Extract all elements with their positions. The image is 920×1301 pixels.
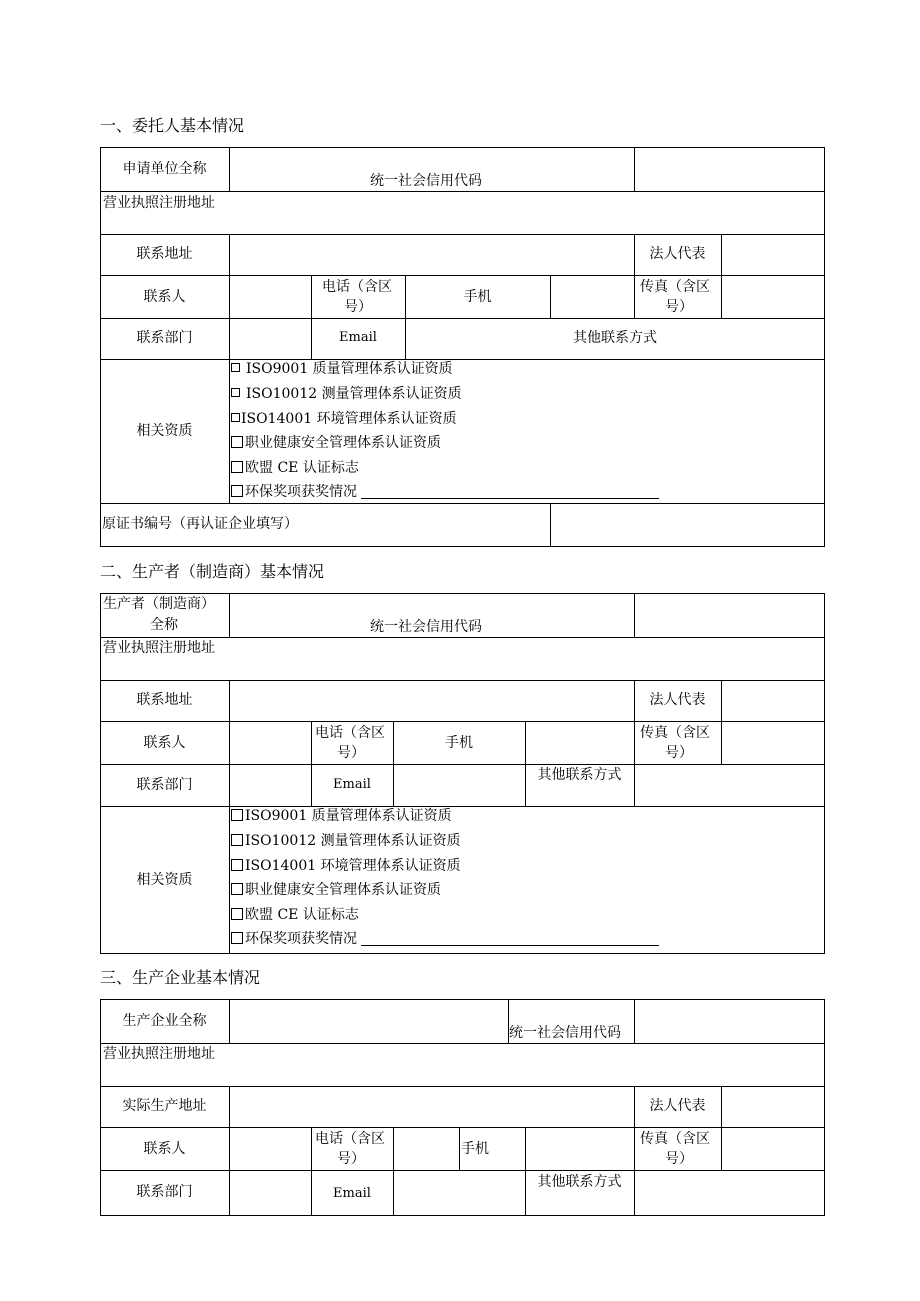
qualification-item[interactable]: 环保奖项获奖情况 [231,480,659,505]
applicant-name-label: 申请单位全称 [122,161,207,177]
department-label: 联系部门 [136,777,193,793]
department-label: 联系部门 [136,330,193,346]
award-underline[interactable] [361,931,659,946]
production-address-input[interactable] [230,1087,634,1127]
checkbox-icon[interactable] [231,363,240,372]
phone-label-line2: 号） [344,299,372,315]
phone-label-line1: 电话（含区 [322,279,392,295]
enterprise-name-label: 生产企业全称 [122,1013,207,1029]
email-input[interactable] [394,765,525,806]
qualification-item[interactable]: ISO14001 环境管理体系认证资质 [231,407,457,432]
credit-code-label: 统一社会信用代码 [509,1025,621,1041]
checkbox-icon[interactable] [231,932,243,944]
department-input[interactable] [230,319,311,359]
checkbox-icon[interactable] [231,859,243,871]
credit-code-input[interactable] [635,594,824,637]
qualification-item[interactable]: ISO14001 环境管理体系认证资质 [231,854,461,879]
mobile-input[interactable] [551,276,634,318]
mobile-input[interactable] [526,722,634,764]
other-contact-input[interactable] [635,1171,824,1215]
other-contact-label: 其他联系方式 [573,330,657,346]
section2-heading: 二、生产者（制造商）基本情况 [100,562,325,581]
department-input[interactable] [230,765,311,806]
contact-person-label: 联系人 [143,289,186,305]
fax-input[interactable] [722,276,824,318]
section1-heading: 一、委托人基本情况 [100,116,245,135]
phone-label-line1: 电话（含区 [315,725,385,741]
producer-name-label-line1: 生产者（制造商） [103,596,215,612]
mobile-input[interactable] [526,1128,634,1170]
fax-label-line2: 号） [665,745,693,761]
section3-heading: 三、生产企业基本情况 [100,968,261,987]
original-cert-input[interactable] [551,504,824,546]
department-label: 联系部门 [136,1184,193,1200]
fax-input[interactable] [722,722,824,764]
license-address-label: 营业执照注册地址 [103,1046,215,1062]
fax-label-line1: 传真（含区 [640,1131,710,1147]
legal-rep-input[interactable] [722,681,824,721]
contact-person-input[interactable] [230,1128,311,1170]
license-address-label: 营业执照注册地址 [103,195,215,211]
other-contact-label: 其他联系方式 [537,1174,622,1190]
section2-form-table [100,593,825,954]
license-address-input[interactable] [230,638,824,680]
legal-rep-label: 法人代表 [649,692,706,708]
original-cert-label: 原证书编号（再认证企业填写） [102,516,298,532]
section3-form-table [100,999,825,1216]
credit-code-input[interactable] [635,148,824,191]
legal-rep-input[interactable] [722,1087,824,1127]
legal-rep-input[interactable] [722,235,824,275]
qualification-item[interactable]: ISO10012 测量管理体系认证资质 [231,829,461,854]
contact-address-label: 联系地址 [136,692,193,708]
legal-rep-label: 法人代表 [649,246,706,262]
producer-name-label-line2: 全称 [150,617,178,633]
other-contact-label: 其他联系方式 [537,767,622,783]
contact-person-label: 联系人 [143,1141,186,1157]
qualification-item[interactable]: 欧盟 CE 认证标志 [231,456,359,481]
mobile-label: 手机 [461,1141,489,1157]
email-label: Email [339,330,377,345]
phone-label-line2: 号） [337,1151,365,1167]
credit-code-input[interactable] [635,1000,824,1043]
contact-address-input[interactable] [230,235,634,275]
fax-label-line1: 传真（含区 [640,725,710,741]
checkbox-icon[interactable] [231,834,243,846]
legal-rep-label: 法人代表 [649,1098,706,1114]
checkbox-icon[interactable] [231,485,243,497]
checkbox-icon[interactable] [231,883,243,895]
checkbox-icon[interactable] [231,908,243,920]
license-address-input[interactable] [230,192,824,234]
section1-form-table [100,147,825,547]
credit-code-label: 统一社会信用代码 [370,173,482,189]
qualification-item[interactable]: ISO9001 质量管理体系认证资质 [231,357,453,382]
contact-address-label: 联系地址 [136,246,193,262]
qualification-item[interactable]: ISO9001 质量管理体系认证资质 [231,804,452,829]
credit-code-label: 统一社会信用代码 [370,619,482,635]
phone-input[interactable] [394,1128,459,1170]
contact-address-input[interactable] [230,681,634,721]
qualifications-label: 相关资质 [136,872,193,888]
checkbox-icon[interactable] [231,809,243,821]
enterprise-name-input[interactable] [230,1000,508,1043]
checkbox-icon[interactable] [231,436,243,448]
mobile-label: 手机 [445,735,473,751]
checkbox-icon[interactable] [231,413,240,422]
phone-label-line1: 电话（含区 [315,1131,385,1147]
email-label: Email [333,1186,371,1201]
fax-label-line2: 号） [665,1151,693,1167]
email-label: Email [333,777,371,792]
contact-person-input[interactable] [230,722,311,764]
qualification-item[interactable]: 职业健康安全管理体系认证资质 [231,878,441,903]
fax-label-line1: 传真（含区 [640,279,710,295]
contact-person-label: 联系人 [143,735,186,751]
license-address-input[interactable] [230,1044,824,1086]
contact-person-input[interactable] [230,276,311,318]
email-input[interactable] [394,1171,525,1215]
phone-label-line2: 号） [337,745,365,761]
qualification-item[interactable]: 欧盟 CE 认证标志 [231,903,359,928]
checkbox-icon[interactable] [231,388,240,397]
production-address-label: 实际生产地址 [122,1098,207,1114]
qualification-item[interactable]: 环保奖项获奖情况 [231,927,659,952]
mobile-label: 手机 [463,289,492,305]
other-contact-input[interactable] [635,765,824,806]
fax-label-line2: 号） [665,299,693,315]
checkbox-icon[interactable] [231,461,243,473]
qualification-item[interactable]: 职业健康安全管理体系认证资质 [231,431,441,456]
qualifications-label: 相关资质 [136,423,193,439]
qualification-item[interactable]: ISO10012 测量管理体系认证资质 [231,382,462,407]
department-input[interactable] [230,1171,311,1215]
award-underline[interactable] [361,484,659,499]
applicant-name-input[interactable] [230,148,634,191]
license-address-label: 营业执照注册地址 [103,640,215,656]
fax-input[interactable] [722,1128,824,1170]
producer-name-input[interactable] [230,594,634,637]
